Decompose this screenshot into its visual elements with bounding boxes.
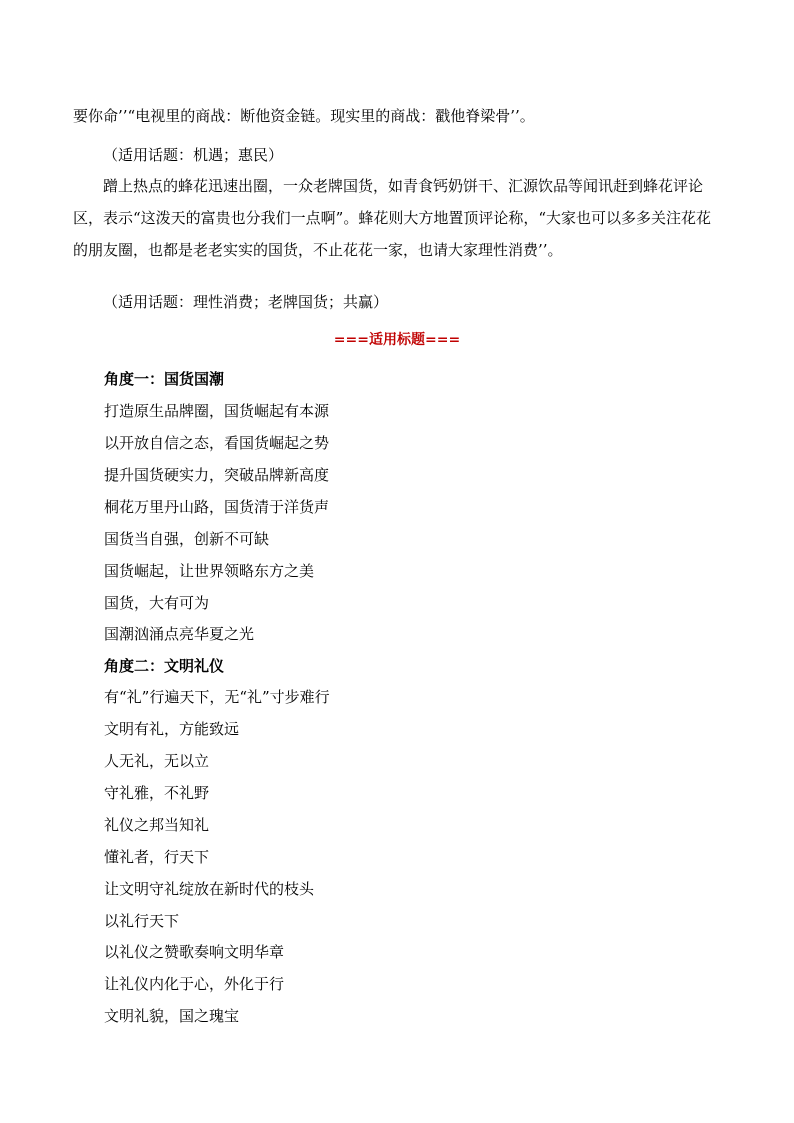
- list-item: 以礼仪之赞歌奏响文明华章: [104, 943, 285, 961]
- list-item: 国潮汹涌点亮华夏之光: [104, 625, 255, 643]
- list-item: 文明礼貌，国之瑰宝: [104, 1007, 240, 1025]
- topic-note-2: （适用话题：理性消费；老牌国货；共赢）: [103, 293, 389, 311]
- angle-heading-1: 角度一：国货国潮: [104, 370, 225, 388]
- list-item: 让礼仪内化于心，外化于行: [104, 975, 285, 993]
- section-title: ===适用标题===: [333, 332, 461, 348]
- list-item: 人无礼，无以立: [104, 752, 210, 770]
- list-item: 国货，大有可为: [104, 594, 210, 612]
- list-item: 礼仪之邦当知礼: [104, 816, 210, 834]
- list-item: 打造原生品牌圈，国货崛起有本源: [104, 402, 330, 420]
- paragraph-continuation: 要你命’’“电视里的商战：断他资金链。现实里的商战：戳他脊梁骨’’。: [73, 107, 535, 125]
- list-item: 以开放自信之态，看国货崛起之势: [104, 434, 330, 452]
- list-item: 让文明守礼绽放在新时代的枝头: [104, 880, 315, 898]
- list-item: 有“礼”行遍天下，无“礼”寸步难行: [104, 688, 330, 706]
- list-item: 懂礼者，行天下: [104, 848, 210, 866]
- list-item: 以礼行天下: [104, 912, 180, 930]
- list-item: 国货当自强，创新不可缺: [104, 530, 270, 548]
- list-item: 文明有礼，方能致远: [104, 720, 240, 738]
- list-item: 桐花万里丹山路，国货清于洋货声: [104, 498, 330, 516]
- topic-note-1: （适用话题：机遇；惠民）: [103, 146, 284, 164]
- list-item: 守礼雅，不礼野: [104, 784, 210, 802]
- list-item: 提升国货硬实力，突破品牌新高度: [104, 466, 330, 484]
- paragraph-fenghua: 蹭上热点的蜂花迅速出圈，一众老牌国货，如青食钙奶饼干、汇源饮品等闻讯赶到蜂花评论区，表示“这泼天的富贵也分我们一点啊”。蜂花则大方地置顶评论称，“大家也可以多多关注花花的朋友圈，也都是老老实实的国货，不止花花一家，也请大家理性消费’’。: [73, 177, 712, 259]
- angle-heading-2: 角度二：文明礼仪: [104, 657, 225, 675]
- list-item: 国货崛起，让世界领略东方之美: [104, 562, 315, 580]
